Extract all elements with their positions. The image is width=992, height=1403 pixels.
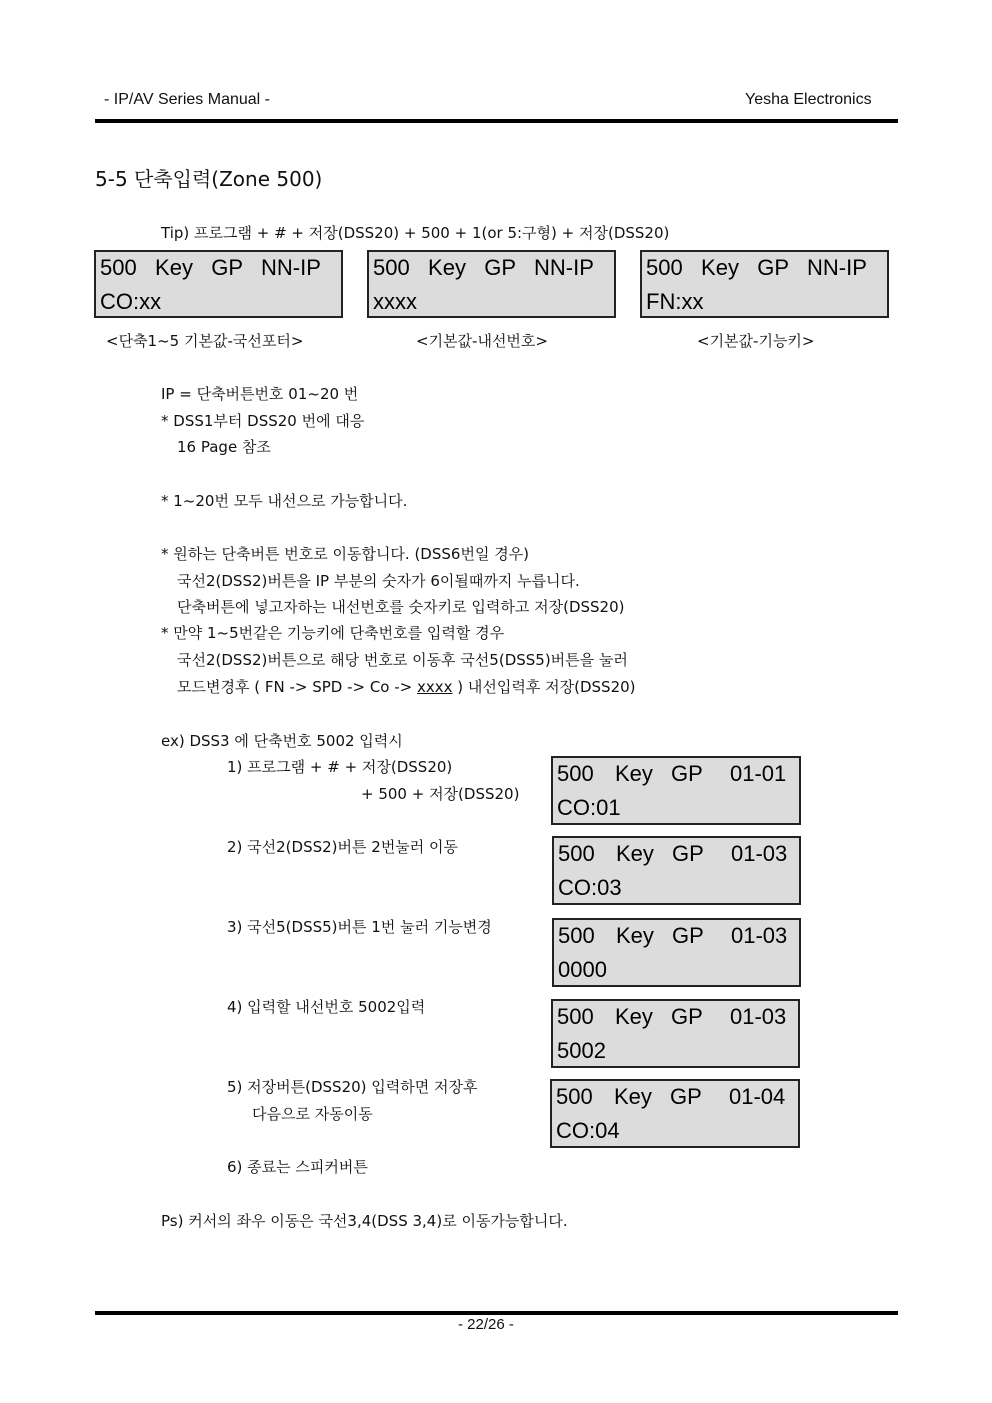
note-line: IP = 단축버튼번호 01~20 번 — [161, 385, 359, 403]
lcd-key: Key — [614, 1084, 652, 1109]
step-text-cont: + 500 + 저장(DSS20) — [361, 785, 520, 803]
mode-change-line — [177, 676, 636, 697]
lcd-gp: GP — [672, 841, 704, 866]
lcd-position: 01-03 — [731, 841, 788, 866]
lcd-line2: 0000 — [558, 957, 607, 982]
lcd-key: Key — [616, 923, 654, 948]
step-text: 5) 저장버튼(DSS20) 입력하면 저장후 — [227, 1078, 478, 1096]
mode-text-before: 모드변경후 ( FN -> SPD -> Co -> — [177, 678, 418, 696]
note-line: 국선2(DSS2)버튼을 IP 부분의 숫자가 6이될때까지 누릅니다. — [177, 572, 580, 590]
lcd-zone: 500 — [558, 841, 595, 866]
lcd-zone: 500 — [558, 923, 595, 948]
page-number: - 22/26 - — [458, 1316, 514, 1333]
lcd-key: Key — [615, 761, 653, 786]
lcd-position: 01-01 — [730, 761, 787, 786]
mode-text-underlined: xxxx — [417, 678, 453, 696]
section-title: 5-5 단축입력(Zone 500) — [95, 167, 323, 191]
lcd-display-extension — [367, 250, 616, 318]
note-line: 단축버튼에 넣고자하는 내선번호를 숫자키로 입력하고 저장(DSS20) — [177, 598, 625, 616]
caption-trunk: <단축1~5 기본값-국선포터> — [106, 332, 304, 350]
caption-extension: <기본값-내선번호> — [416, 332, 548, 350]
note-line: * DSS1부터 DSS20 번에 대응 — [161, 412, 365, 430]
lcd-key: Key — [616, 841, 654, 866]
lcd-display-function — [640, 250, 889, 318]
lcd-line2: CO:04 — [556, 1118, 620, 1143]
ps-note: Ps) 커서의 좌우 이동은 국선3,4(DSS 3,4)로 이동가능합니다. — [161, 1212, 568, 1230]
step-text: 1) 프로그램 + # + 저장(DSS20) — [227, 758, 453, 776]
step-text: 2) 국선2(DSS2)버튼 2번눌러 이동 — [227, 838, 459, 856]
step-text: 6) 종료는 스피커버튼 — [227, 1158, 368, 1176]
lcd-line1: 500 Key GP NN-IP — [373, 255, 594, 280]
lcd-line1: 500 Key GP NN-IP — [100, 255, 321, 280]
lcd-step-4 — [551, 999, 800, 1068]
footer-rule — [95, 1311, 898, 1315]
lcd-line1: 500 Key GP NN-IP — [646, 255, 867, 280]
lcd-line1 — [552, 1084, 798, 1240]
lcd-zone: 500 — [556, 1084, 593, 1109]
note-line: 16 Page 참조 — [177, 438, 271, 456]
lcd-gp: GP — [671, 1004, 703, 1029]
header-title: - IP/AV Series Manual - — [104, 91, 270, 108]
lcd-display-trunk — [94, 250, 343, 318]
lcd-zone: 500 — [557, 1004, 594, 1029]
lcd-gp: GP — [672, 923, 704, 948]
header-rule — [95, 119, 898, 123]
lcd-line2: xxxx — [373, 289, 417, 314]
header-company: Yesha Electronics — [745, 91, 872, 108]
lcd-position: 01-03 — [730, 1004, 787, 1029]
step-text: 4) 입력할 내선번호 5002입력 — [227, 998, 426, 1016]
tip-text: Tip) 프로그램 + # + 저장(DSS20) + 500 + 1(or 5:구형) + 저장(DSS20) — [161, 224, 670, 242]
lcd-line2: 5002 — [557, 1038, 606, 1063]
lcd-step-1 — [551, 756, 801, 825]
lcd-step-2 — [552, 836, 801, 905]
lcd-line2: CO:03 — [558, 875, 622, 900]
lcd-step-5 — [550, 1079, 800, 1148]
note-line: * 만약 1~5번같은 기능키에 단축번호를 입력할 경우 — [161, 624, 505, 642]
lcd-gp: GP — [670, 1084, 702, 1109]
step-text-cont: 다음으로 자동이동 — [252, 1105, 373, 1123]
lcd-gp: GP — [671, 761, 703, 786]
lcd-line2: CO:01 — [557, 795, 621, 820]
lcd-position: 01-04 — [729, 1084, 786, 1109]
lcd-line2: CO:xx — [100, 289, 162, 314]
lcd-position: 01-03 — [731, 923, 788, 948]
step-text: 3) 국선5(DSS5)버튼 1번 눌러 기능변경 — [227, 918, 492, 936]
lcd-step-3 — [552, 918, 801, 987]
note-line: * 원하는 단축버튼 번호로 이동합니다. (DSS6번일 경우) — [161, 545, 530, 563]
note-line: * 1~20번 모두 내선으로 가능합니다. — [161, 492, 408, 510]
lcd-line2: FN:xx — [646, 289, 704, 314]
lcd-zone: 500 — [557, 761, 594, 786]
example-title: ex) DSS3 에 단축번호 5002 입력시 — [161, 732, 403, 750]
caption-function: <기본값-기능키> — [697, 332, 815, 350]
note-line: 국선2(DSS2)버튼으로 해당 번호로 이동후 국선5(DSS5)버튼을 눌러 — [177, 651, 628, 669]
mode-text-after: ) 내선입력후 저장(DSS20) — [452, 678, 636, 696]
lcd-key: Key — [615, 1004, 653, 1029]
